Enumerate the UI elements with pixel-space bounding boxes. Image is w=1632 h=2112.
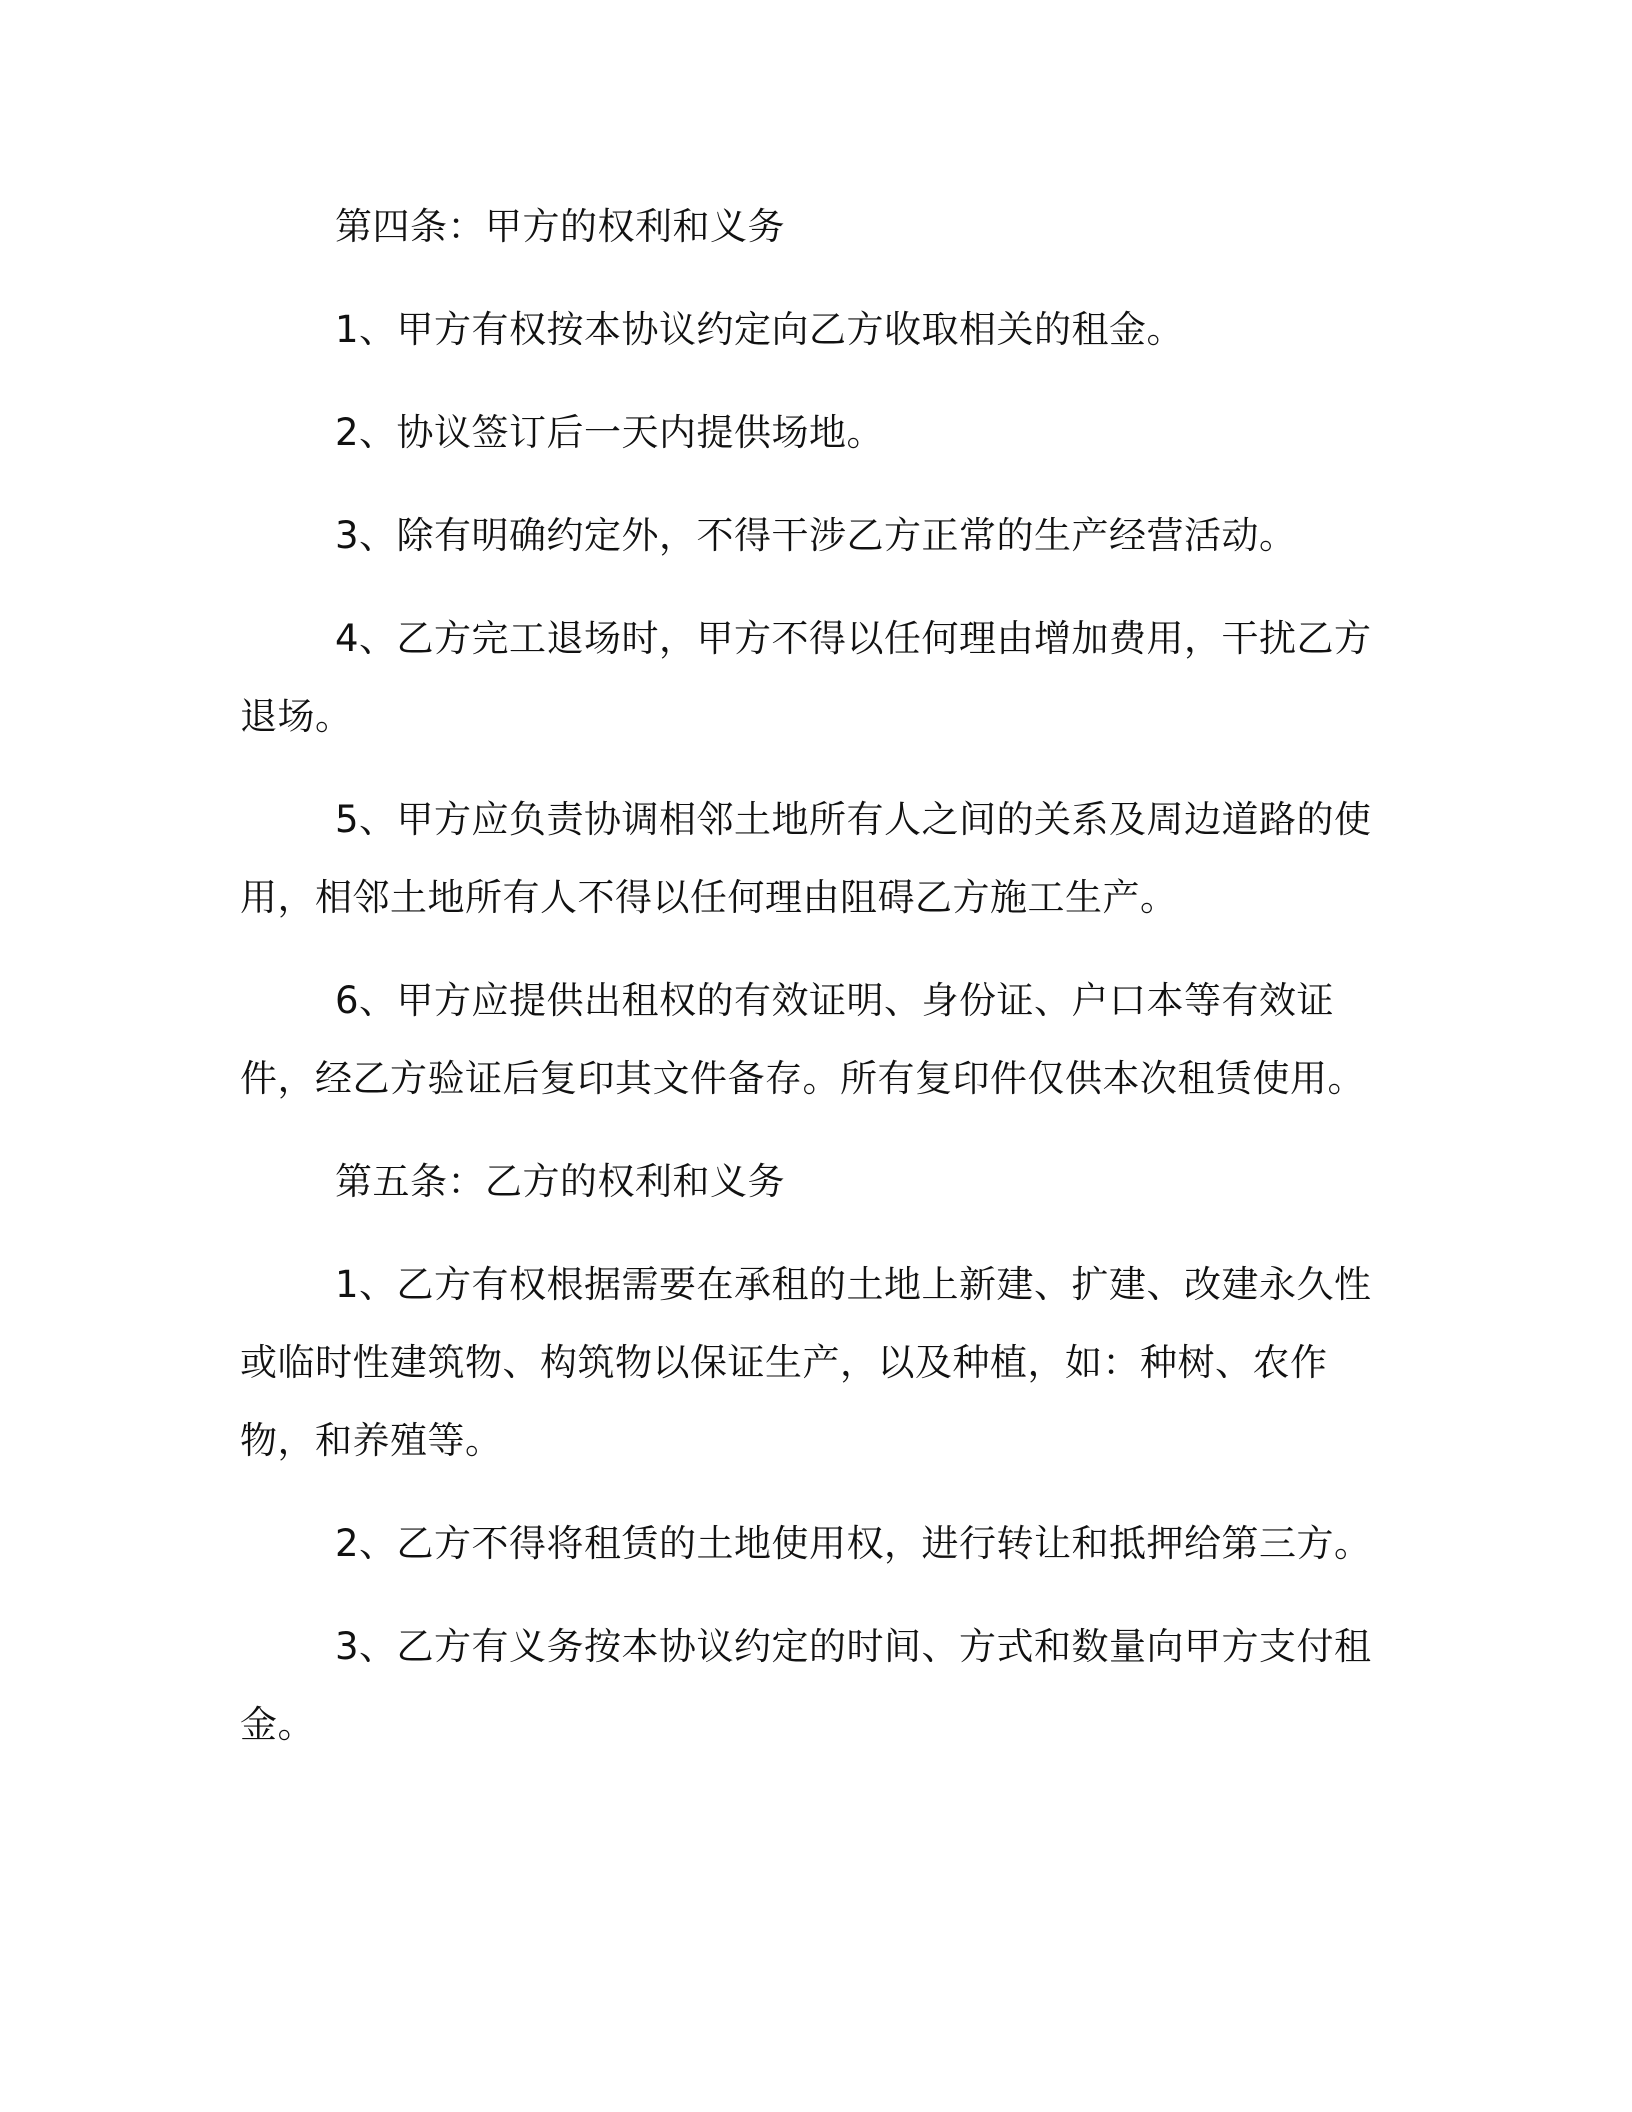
section-heading-article-4: 第四条：甲方的权利和义务 xyxy=(335,205,785,248)
article-5-clause-2: 2、乙方不得将租赁的土地使用权，进行转让和抵押给第三方。 xyxy=(335,1522,1372,1565)
article-5-clause-1: 1、乙方有权根据需要在承租的土地上新建、扩建、改建永久性或临时性建筑物、构筑物以保证生产，以及种植，如：种树、农作物，和养殖等。 xyxy=(240,1263,1372,1462)
article-4-clause-1: 1、甲方有权按本协议约定向乙方收取相关的租金。 xyxy=(335,308,1185,351)
article-4-clause-2: 2、协议签订后一天内提供场地。 xyxy=(335,411,885,454)
article-4-clause-6: 6、甲方应提供出租权的有效证明、身份证、户口本等有效证件，经乙方验证后复印其文件备存。所有复印件仅供本次租赁使用。 xyxy=(240,979,1365,1100)
article-4-clause-4: 4、乙方完工退场时，甲方不得以任何理由增加费用，干扰乙方退场。 xyxy=(240,617,1372,738)
article-4-clause-3: 3、除有明确约定外，不得干涉乙方正常的生产经营活动。 xyxy=(335,514,1297,557)
document-body xyxy=(240,188,1375,1789)
section-heading-article-5: 第五条：乙方的权利和义务 xyxy=(335,1160,785,1203)
article-5-clause-3: 3、乙方有义务按本协议约定的时间、方式和数量向甲方支付租金。 xyxy=(240,1625,1372,1746)
article-4-clause-5: 5、甲方应负责协调相邻土地所有人之间的关系及周边道路的使用，相邻土地所有人不得以任何理由阻碍乙方施工生产。 xyxy=(240,798,1372,919)
